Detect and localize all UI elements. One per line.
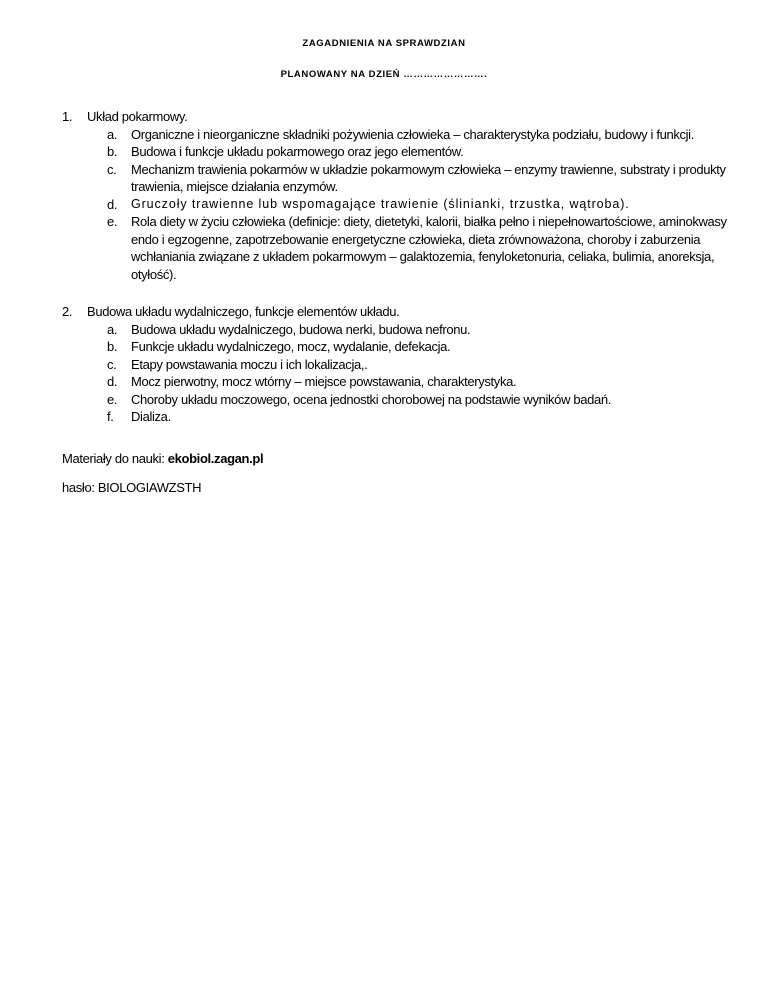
item-text: Rola diety w życiu człowieka (definicje: diety, dietetyki, kalorii, białka pełno i niepełnowartościowe, aminokwasy endo i egzogenne, zapotrzebowanie energetyczne człowieka, dieta zrównoważona, choroby i zaburzenia wchłaniania związane z układem pokarmowym – galaktozemia, fenyloketonuria, celiaka, bulimia, anoreksja, otyłość). [131, 214, 727, 282]
item-letter: b. [107, 339, 118, 354]
item-text: Gruczoły trawienne lub wspomagające trawienie (ślinianki, trzustka, wątroba). [131, 196, 630, 211]
item-text: Budowa układu wydalniczego, budowa nerki, budowa nefronu. [131, 321, 471, 337]
item-text: Choroby układu moczowego, ocena jednostki chorobowej na podstawie wyników badań. [131, 391, 612, 407]
section-1 [62, 108, 727, 283]
item-letter: e. [107, 391, 118, 407]
list-item [107, 391, 727, 409]
section-number: 2. [62, 304, 73, 319]
item-letter: a. [107, 126, 118, 142]
materials-line [62, 450, 727, 468]
item-letter: b. [107, 144, 118, 159]
document-content [62, 108, 727, 497]
item-text: Funkcje układu wydalniczego, mocz, wydalanie, defekacja. [131, 339, 451, 354]
item-text: Etapy powstawania moczu i ich lokalizacja,. [131, 356, 368, 372]
item-letter: e. [107, 214, 118, 229]
materials-link[interactable]: ekobiol.zagan.pl [167, 450, 264, 466]
list-item [107, 338, 727, 356]
list-item [107, 356, 727, 374]
item-text: Mocz pierwotny, mocz wtórny – miejsce powstawania, charakterystyka. [131, 374, 517, 389]
item-letter: c. [107, 161, 117, 177]
item-letter: f. [107, 409, 114, 424]
item-text: Dializa. [131, 409, 171, 424]
document-title: ZAGADNIENIA NA SPRAWDZIAN [302, 38, 466, 49]
section-items [87, 321, 727, 426]
list-item [107, 321, 727, 339]
list-item [107, 126, 727, 144]
item-letter: d. [107, 196, 118, 212]
item-text: Organiczne i nieorganiczne składniki pożywienia człowieka – charakterystyka podziału, budowy i funkcji. [131, 126, 694, 142]
section-title: Układ pokarmowy. [87, 109, 188, 124]
list-item [107, 373, 727, 391]
list-item [107, 408, 727, 426]
item-letter: c. [107, 356, 117, 372]
section-2 [62, 303, 727, 426]
section-title: Budowa układu wydalniczego, funkcje elementów układu. [87, 304, 400, 319]
list-item [107, 161, 727, 196]
materials-label: Materiały do nauki: [62, 450, 168, 466]
item-letter: d. [107, 374, 118, 389]
section-items [87, 126, 727, 284]
section-number: 1. [62, 109, 73, 124]
list-item [107, 196, 727, 214]
list-item [107, 213, 727, 283]
item-letter: a. [107, 321, 118, 337]
list-item [107, 143, 727, 161]
item-text: Budowa i funkcje układu pokarmowego oraz jego elementów. [131, 144, 464, 159]
item-text: Mechanizm trawienia pokarmów w układzie pokarmowym człowieka – enzymy trawienne, substraty i produkty trawienia, miejsce działania enzymów. [131, 161, 726, 194]
password-line: hasło: BIOLOGIAWZSTH [62, 480, 202, 495]
document-subtitle: PLANOWANY NA DZIEŃ ……………………. [280, 69, 488, 80]
